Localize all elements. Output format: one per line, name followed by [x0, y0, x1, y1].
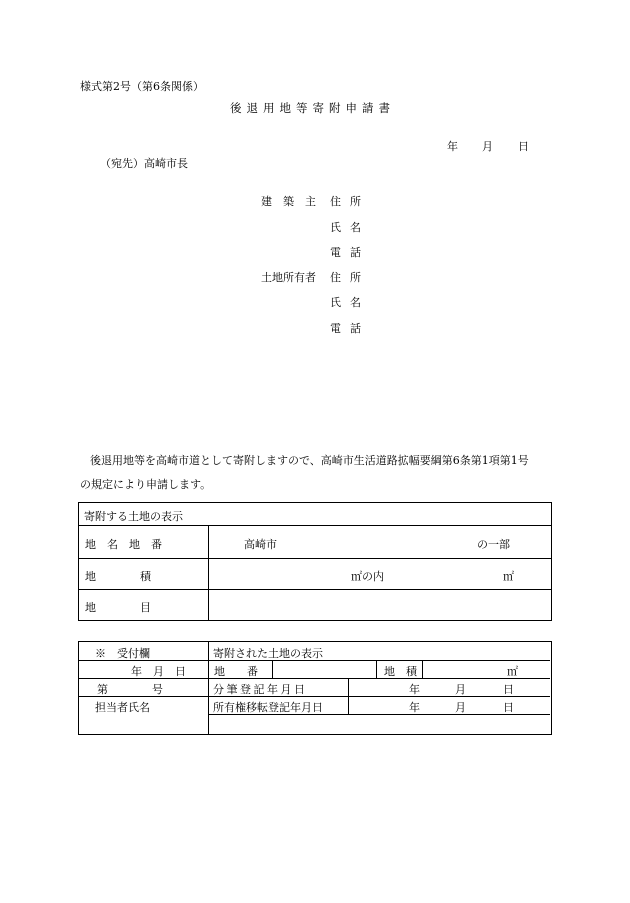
part-of-label: の一部 — [477, 538, 510, 551]
date-year: 年 — [447, 140, 458, 153]
area-label: 地 積 — [85, 570, 151, 583]
addressee: （宛先）高崎市長 — [100, 157, 188, 170]
subdivision-month: 月 — [455, 683, 466, 696]
page-title: 後退用地等寄附申請書 — [230, 101, 395, 115]
transfer-day: 日 — [503, 701, 514, 714]
builder-label: 建築主 — [261, 195, 327, 208]
reception-number-label: 第 号 — [97, 683, 163, 696]
landowner-name-label: 氏名 — [330, 296, 370, 309]
area-of-label: ㎡の内 — [351, 570, 384, 583]
body-text-line1: 後退用地等を高崎市道として寄附しますので、高崎市生活道路拡幅要綱第6条第1項第1号 — [90, 454, 529, 467]
date-month: 月 — [482, 140, 493, 153]
reception-table — [78, 641, 552, 735]
subdivision-day: 日 — [503, 683, 514, 696]
builder-address-label: 住所 — [330, 195, 370, 208]
builder-phone-label: 電話 — [330, 246, 370, 259]
donated-area-label: 地 積 — [384, 665, 417, 678]
lot-label: 地 名 地 番 — [85, 538, 162, 551]
landowner-address-label: 住所 — [330, 271, 370, 284]
city-name: 高崎市 — [244, 538, 277, 551]
area-unit: ㎡ — [503, 570, 514, 583]
body-text-line2: の規定により申請します。 — [80, 478, 212, 491]
transfer-month: 月 — [455, 701, 466, 714]
subdivision-date-label: 分筆登記年月日 — [213, 683, 308, 696]
land-table — [78, 502, 552, 621]
reception-date-label: 年 月 日 — [131, 665, 186, 678]
landowner-label: 土地所有者 — [261, 271, 316, 284]
transfer-date-label: 所有権移転登記年月日 — [213, 701, 323, 714]
date-day: 日 — [518, 140, 529, 153]
builder-name-label: 氏名 — [330, 221, 370, 234]
category-label: 地 目 — [85, 601, 151, 614]
reception-header: ※ 受付欄 — [95, 647, 150, 660]
land-table-header: 寄附する土地の表示 — [84, 510, 183, 523]
landowner-phone-label: 電話 — [330, 322, 370, 335]
transfer-year: 年 — [409, 701, 420, 714]
donated-land-header: 寄附された土地の表示 — [213, 647, 323, 660]
donated-area-unit: ㎡ — [507, 665, 518, 678]
donated-lot-label: 地 番 — [214, 665, 258, 678]
subdivision-year: 年 — [409, 683, 420, 696]
staff-name-label: 担当者氏名 — [95, 701, 150, 714]
form-number: 様式第2号（第6条関係） — [80, 80, 204, 93]
